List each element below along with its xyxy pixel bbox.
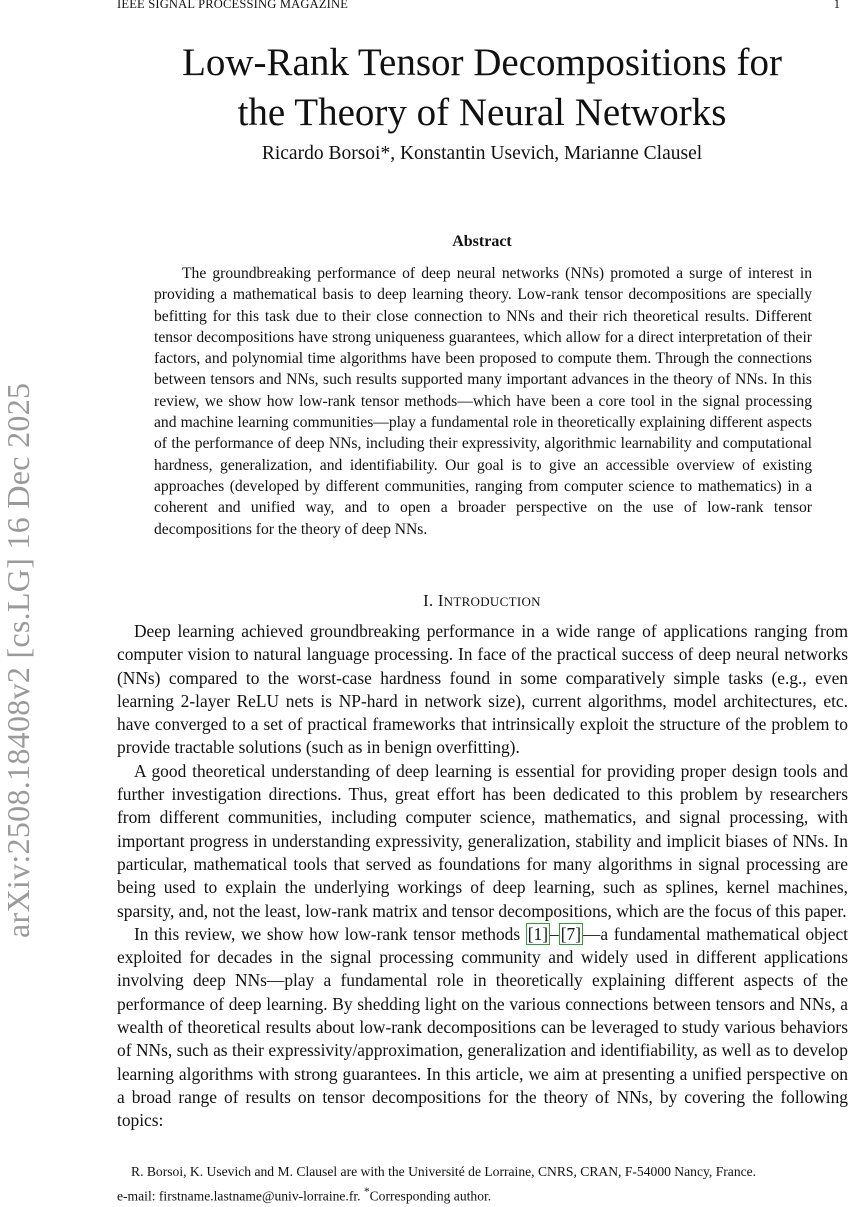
- footnote-corresponding: Corresponding author.: [369, 1188, 492, 1204]
- section-heading-introduction: [117, 591, 847, 611]
- page-number: 1: [833, 0, 840, 11]
- abstract-heading: Abstract: [452, 233, 512, 250]
- citation-link-7[interactable]: [7]: [560, 923, 581, 944]
- author-list: Ricardo Borsoi*, Konstantin Usevich, Marianne Clausel: [261, 143, 703, 164]
- section-title-rest: NTRODUCTION: [443, 594, 541, 609]
- intro-paragraph-3-rest: —a fundamental mathematical object exploited for decades in the signal processing community and widely used in different applications involving deep NNs—play a fundamental role in theoretically explaining different aspects of the performance of deep learning. By shedding light on the various connections between tensors and NNs, a wealth of theoretical results about low-rank decompositions can be leveraged to study various behaviors of NNs, such as their expressivity/approximation, generalization and identifiability, as well as to develop learning algorithms with strong guarantees. In this article, we aim at presenting a unified perspective on a broad range of results on tensor decompositions for the theory of NNs, by covering the following topics:: [117, 923, 848, 1131]
- intro-paragraph-2: A good theoretical understanding of deep learning is essential for providing proper design tools and further investigation directions. Thus, great effort has been dedicated to this problem by researchers from different communities, including computer science, mathematics, and signal processing, with important progress in understanding expressivity, generalization, stability and implicit biases of NNs. In particular, mathematical tools that served as foundations for many algorithms in signal processing are being used to explain the underlying workings of deep learning, such as splines, kernel machines, sparsity, and, not the least, low-rank matrix and tensor decompositions, which are the focus of this paper.: [117, 760, 848, 921]
- paper-title: [117, 38, 847, 138]
- footnote-contact: [117, 1182, 848, 1207]
- abstract-text: The groundbreaking performance of deep neural networks (NNs) promoted a surge of interest in providing a mathematical basis to deep learning theory. Low-rank tensor decompositions are specially befitting for this task due to their close connection to NNs and their rich theoretical results. Different tensor decompositions have strong uniqueness guarantees, which allow for a direct interpretation of their factors, and polynomial time algorithms have been proposed to compute them. Through the connections between tensors and NNs, such results supported many important advances in the theory of NNs. In this review, we show how low-rank tensor methods—which have been a core tool in the signal processing and machine learning communities—play a fundamental role in theoretically explaining different aspects of the performance of deep NNs, including their expressivity, algorithmic learnability and computational hardness, generalization, and identifiability. Our goal is to give an accessible overview of existing approaches (developed by different communities, ranging from computer science to mathematics) in a coherent and unified way, and to open a broader perspective on the use of low-rank tensor decompositions for the theory of deep NNs.: [154, 265, 812, 538]
- intro-paragraph-1: Deep learning achieved groundbreaking performance in a wide range of applications ranging from computer vision to natural language processing. In face of the practical success of deep neural networks (NNs) compared to the worst-case hardness found in some comparatively simple tasks (e.g., even learning 2-layer ReLU nets is NP-hard in network size), current algorithms, model architectures, etc. have converged to a set of practical frameworks that intrinsically exploit the structure of the problem to provide tractable solutions (such as in benign overfitting).: [117, 621, 848, 758]
- introduction-body: [117, 620, 848, 1133]
- corresponding-star: *: [363, 1186, 370, 1198]
- citation-link-1[interactable]: [1]: [527, 923, 549, 944]
- footnote-email: e-mail: firstname.lastname@univ-lorraine.fr.: [117, 1188, 364, 1204]
- paper-title-line-2: the Theory of Neural Networks: [237, 91, 727, 134]
- journal-running-header: IEEE SIGNAL PROCESSING MAGAZINE: [117, 0, 349, 11]
- intro-paragraph-3: [117, 923, 848, 1133]
- footnote-affiliation: R. Borsoi, K. Usevich and M. Clausel are with the Université de Lorraine, CNRS, CRAN, F-54000 Nancy, France.: [131, 1164, 757, 1179]
- arxiv-identifier-stamp: arXiv:2508.18408v2 [cs.LG] 16 Dec 2025: [0, 382, 36, 938]
- intro-paragraph-3-start: In this review, we show how low-rank tensor methods: [134, 923, 526, 944]
- citation-range-dash: –: [550, 923, 559, 944]
- paper-title-line-1: Low-Rank Tensor Decompositions for: [182, 41, 782, 84]
- section-number: I.: [423, 591, 434, 610]
- section-title-initial: I: [437, 591, 444, 610]
